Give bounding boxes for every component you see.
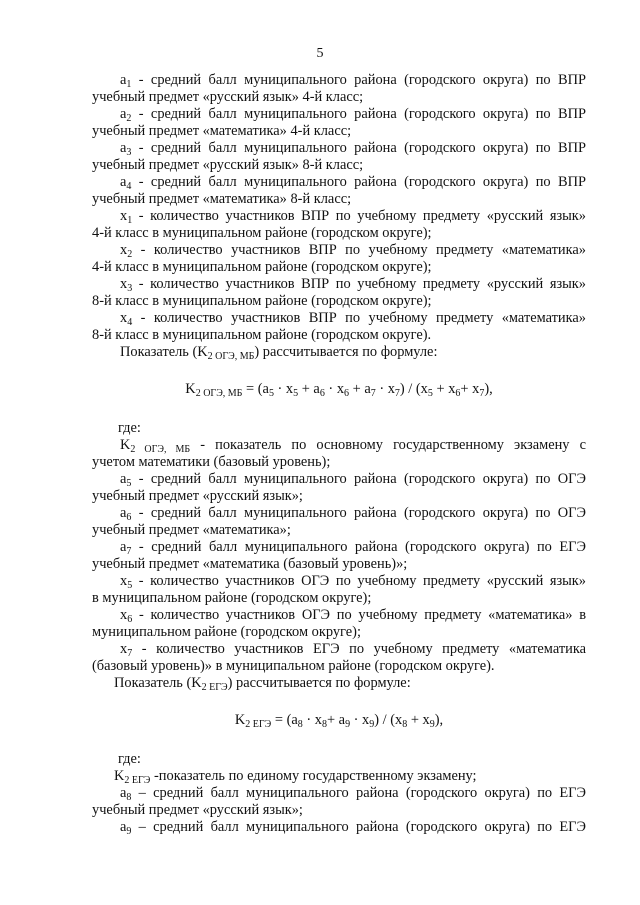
indicator-ogemb-intro: Показатель $(K_{2 ОГЭ, МБ})$ рассчитывается по формуле:	[120, 344, 438, 362]
where-label: где:	[118, 420, 141, 436]
definition-item: $x_1$ - количество участников ВПР по учебному предмету «русский язык» 4-й класс в муниципальном районе (городском округе);	[92, 208, 586, 241]
page-number: 5	[316, 46, 324, 61]
definitions-vpr	[92, 72, 586, 344]
definition-item: $a_9$ – средний балл муниципального района (городского округа) по ЕГЭ	[120, 819, 586, 837]
definition-item: $a_5$ - средний балл муниципального района (городского округа) по ОГЭ учебный предмет «русский язык»;	[92, 471, 586, 504]
definition-item: $a_7$ - средний балл муниципального района (городского округа) по ЕГЭ учебный предмет «математика (базовый уровень)»;	[92, 539, 586, 572]
definition-item: $x_4$ - количество участников ВПР по учебному предмету «математика» 8-й класс в муниципальном районе (городском округе).	[92, 310, 586, 343]
indicator-ege-intro: Показатель $(K_{2 ЕГЭ})$ рассчитывается по формуле:	[114, 675, 411, 693]
definition-item: $a_3$ - средний балл муниципального района (городского округа) по ВПР учебный предмет «русский язык» 8-й класс;	[92, 140, 586, 173]
definition-item: $x_7$ - количество участников ЕГЭ по учебному предмету «математика (базовый уровень)» в муниципальном районе (городском округе).	[92, 641, 586, 674]
definition-item: $a_6$ - средний балл муниципального района (городского округа) по ОГЭ учебный предмет «математика»;	[92, 505, 586, 538]
definition-item: $a_8$ – средний балл муниципального района (городского округа) по ЕГЭ учебный предмет «русский язык»;	[92, 785, 586, 818]
definition-item: $x_6$ - количество участников ОГЭ по учебному предмету «математика» в муниципальном районе (городском округе);	[92, 607, 586, 640]
page-body	[92, 72, 586, 836]
where-label: где:	[118, 751, 141, 767]
definition-item: $a_1$ - средний балл муниципального района (городского округа) по ВПР учебный предмет «русский язык» 4-й класс;	[92, 72, 586, 105]
definition-item: $a_2$ - средний балл муниципального района (городского округа) по ВПР учебный предмет «математика» 4-й класс;	[92, 106, 586, 139]
definition-item: $K_{2 ОГЭ, МБ}$ - показатель по основному государственному экзамену с учетом математики (базовый уровень);	[92, 437, 586, 470]
definitions-oge	[92, 437, 586, 675]
definition-item: $a_4$ - средний балл муниципального района (городского округа) по ВПР учебный предмет «математика» 8-й класс;	[92, 174, 586, 207]
formula-ogemb: $K_{2 ОГЭ, МБ} = (a_5 \cdot x_5 + a_6 \cdot x_6 + a_7 \cdot x_7) / (x_5 + x_6+ x_7)$,	[185, 381, 493, 399]
definition-item: $x_3$ - количество участников ВПР по учебному предмету «русский язык» 8-й класс в муниципальном районе (городском округе);	[92, 276, 586, 309]
formula-ege: $K_{2 ЕГЭ} = (a_8 \cdot x_8+ a_9 \cdot x_9) / (x_8 + x_9)$,	[234, 712, 444, 730]
definition-k2-ege: $K_{2 ЕГЭ}$ -показатель по единому государственному экзамену;	[114, 768, 477, 786]
definitions-ege	[92, 785, 586, 836]
definition-item: $x_2$ - количество участников ВПР по учебному предмету «математика» 4-й класс в муниципальном районе (городском округе);	[92, 242, 586, 275]
definition-item: $x_5$ - количество участников ОГЭ по учебному предмету «русский язык» в муниципальном районе (городском округе);	[92, 573, 586, 606]
